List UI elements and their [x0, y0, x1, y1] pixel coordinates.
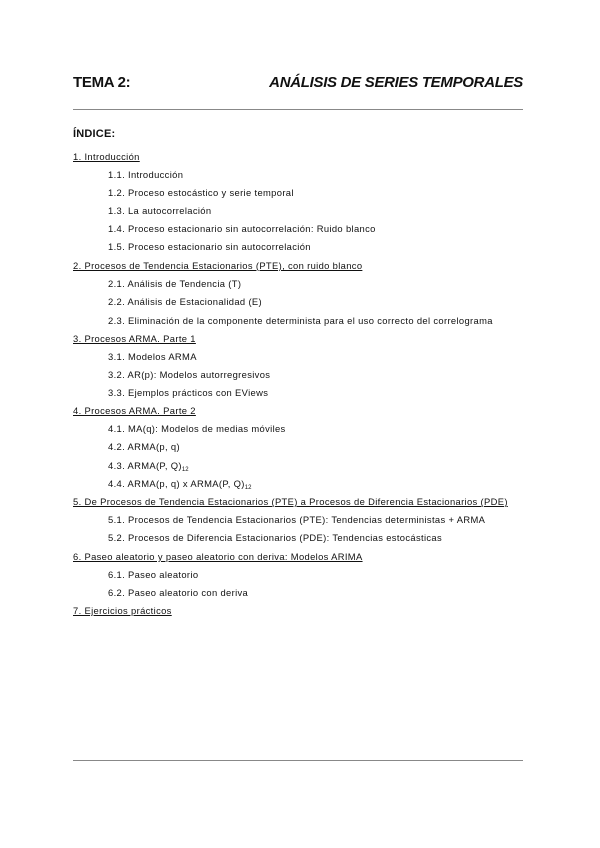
toc-item-4-2: 4.2. ARMA(p, q) [108, 441, 180, 452]
toc-item-3-3: 3.3. Ejemplos prácticos con EViews [108, 387, 269, 398]
toc-section-1[interactable]: 1. Introducción [73, 151, 140, 162]
header-divider [73, 109, 523, 110]
seasonal-period-subscript: 12 [181, 467, 189, 473]
toc-item-6-2: 6.2. Paseo aleatorio con deriva [108, 587, 249, 598]
toc-item-4-4 [108, 478, 251, 494]
toc-item-1-3: 1.3. La autocorrelación [108, 205, 212, 216]
chapter-title: ANÁLISIS DE SERIES TEMPORALES [269, 74, 523, 91]
chapter-number: TEMA 2: [73, 74, 131, 91]
toc-item-2-2: 2.2. Análisis de Estacionalidad (E) [108, 296, 262, 307]
toc-section-3[interactable]: 3. Procesos ARMA. Parte 1 [73, 333, 196, 344]
toc-item-2-3: 2.3. Eliminación de la componente determinista para el uso correcto del correlograma [108, 315, 493, 326]
toc-item-1-5: 1.5. Proceso estacionario sin autocorrelación [108, 241, 311, 252]
toc-item-5-1: 5.1. Procesos de Tendencia Estacionarios (PTE): Tendencias deterministas + ARMA [108, 514, 486, 525]
toc-item-4-4-label: 4.4. ARMA(p, q) x ARMA(P, Q) [108, 478, 245, 489]
toc-item-4-3-label: 4.3. ARMA(P, Q) [108, 460, 182, 471]
toc-item-3-2: 3.2. AR(p): Modelos autorregresivos [108, 369, 271, 380]
toc-item-2-1: 2.1. Análisis de Tendencia (T) [108, 278, 242, 289]
toc-section-2[interactable]: 2. Procesos de Tendencia Estacionarios (PTE), con ruido blanco [73, 260, 363, 271]
page-header [73, 74, 523, 94]
toc-item-6-1: 6.1. Paseo aleatorio [108, 569, 199, 580]
toc-section-4[interactable]: 4. Procesos ARMA. Parte 2 [73, 405, 196, 416]
toc-item-5-2: 5.2. Procesos de Diferencia Estacionarios (PDE): Tendencias estocásticas [108, 532, 443, 543]
toc-section-5[interactable]: 5. De Procesos de Tendencia Estacionarios (PTE) a Procesos de Diferencia Estacionarios (PDE) [73, 496, 508, 507]
toc-section-7[interactable]: 7. Ejercicios prácticos [73, 605, 172, 616]
toc-item-4-1: 4.1. MA(q): Modelos de medias móviles [108, 423, 286, 434]
footer-divider [73, 760, 523, 761]
toc-item-1-1: 1.1. Introducción [108, 169, 184, 180]
toc-section-6[interactable]: 6. Paseo aleatorio y paseo aleatorio con deriva: Modelos ARIMA [73, 551, 363, 562]
toc-item-1-4: 1.4. Proceso estacionario sin autocorrelación: Ruido blanco [108, 223, 376, 234]
index-heading: ÍNDICE: [73, 128, 116, 140]
toc-item-1-2: 1.2. Proceso estocástico y serie temporal [108, 187, 294, 198]
toc-item-4-3 [108, 460, 189, 476]
seasonal-period-subscript: 12 [244, 485, 252, 491]
toc-item-3-1: 3.1. Modelos ARMA [108, 351, 197, 362]
